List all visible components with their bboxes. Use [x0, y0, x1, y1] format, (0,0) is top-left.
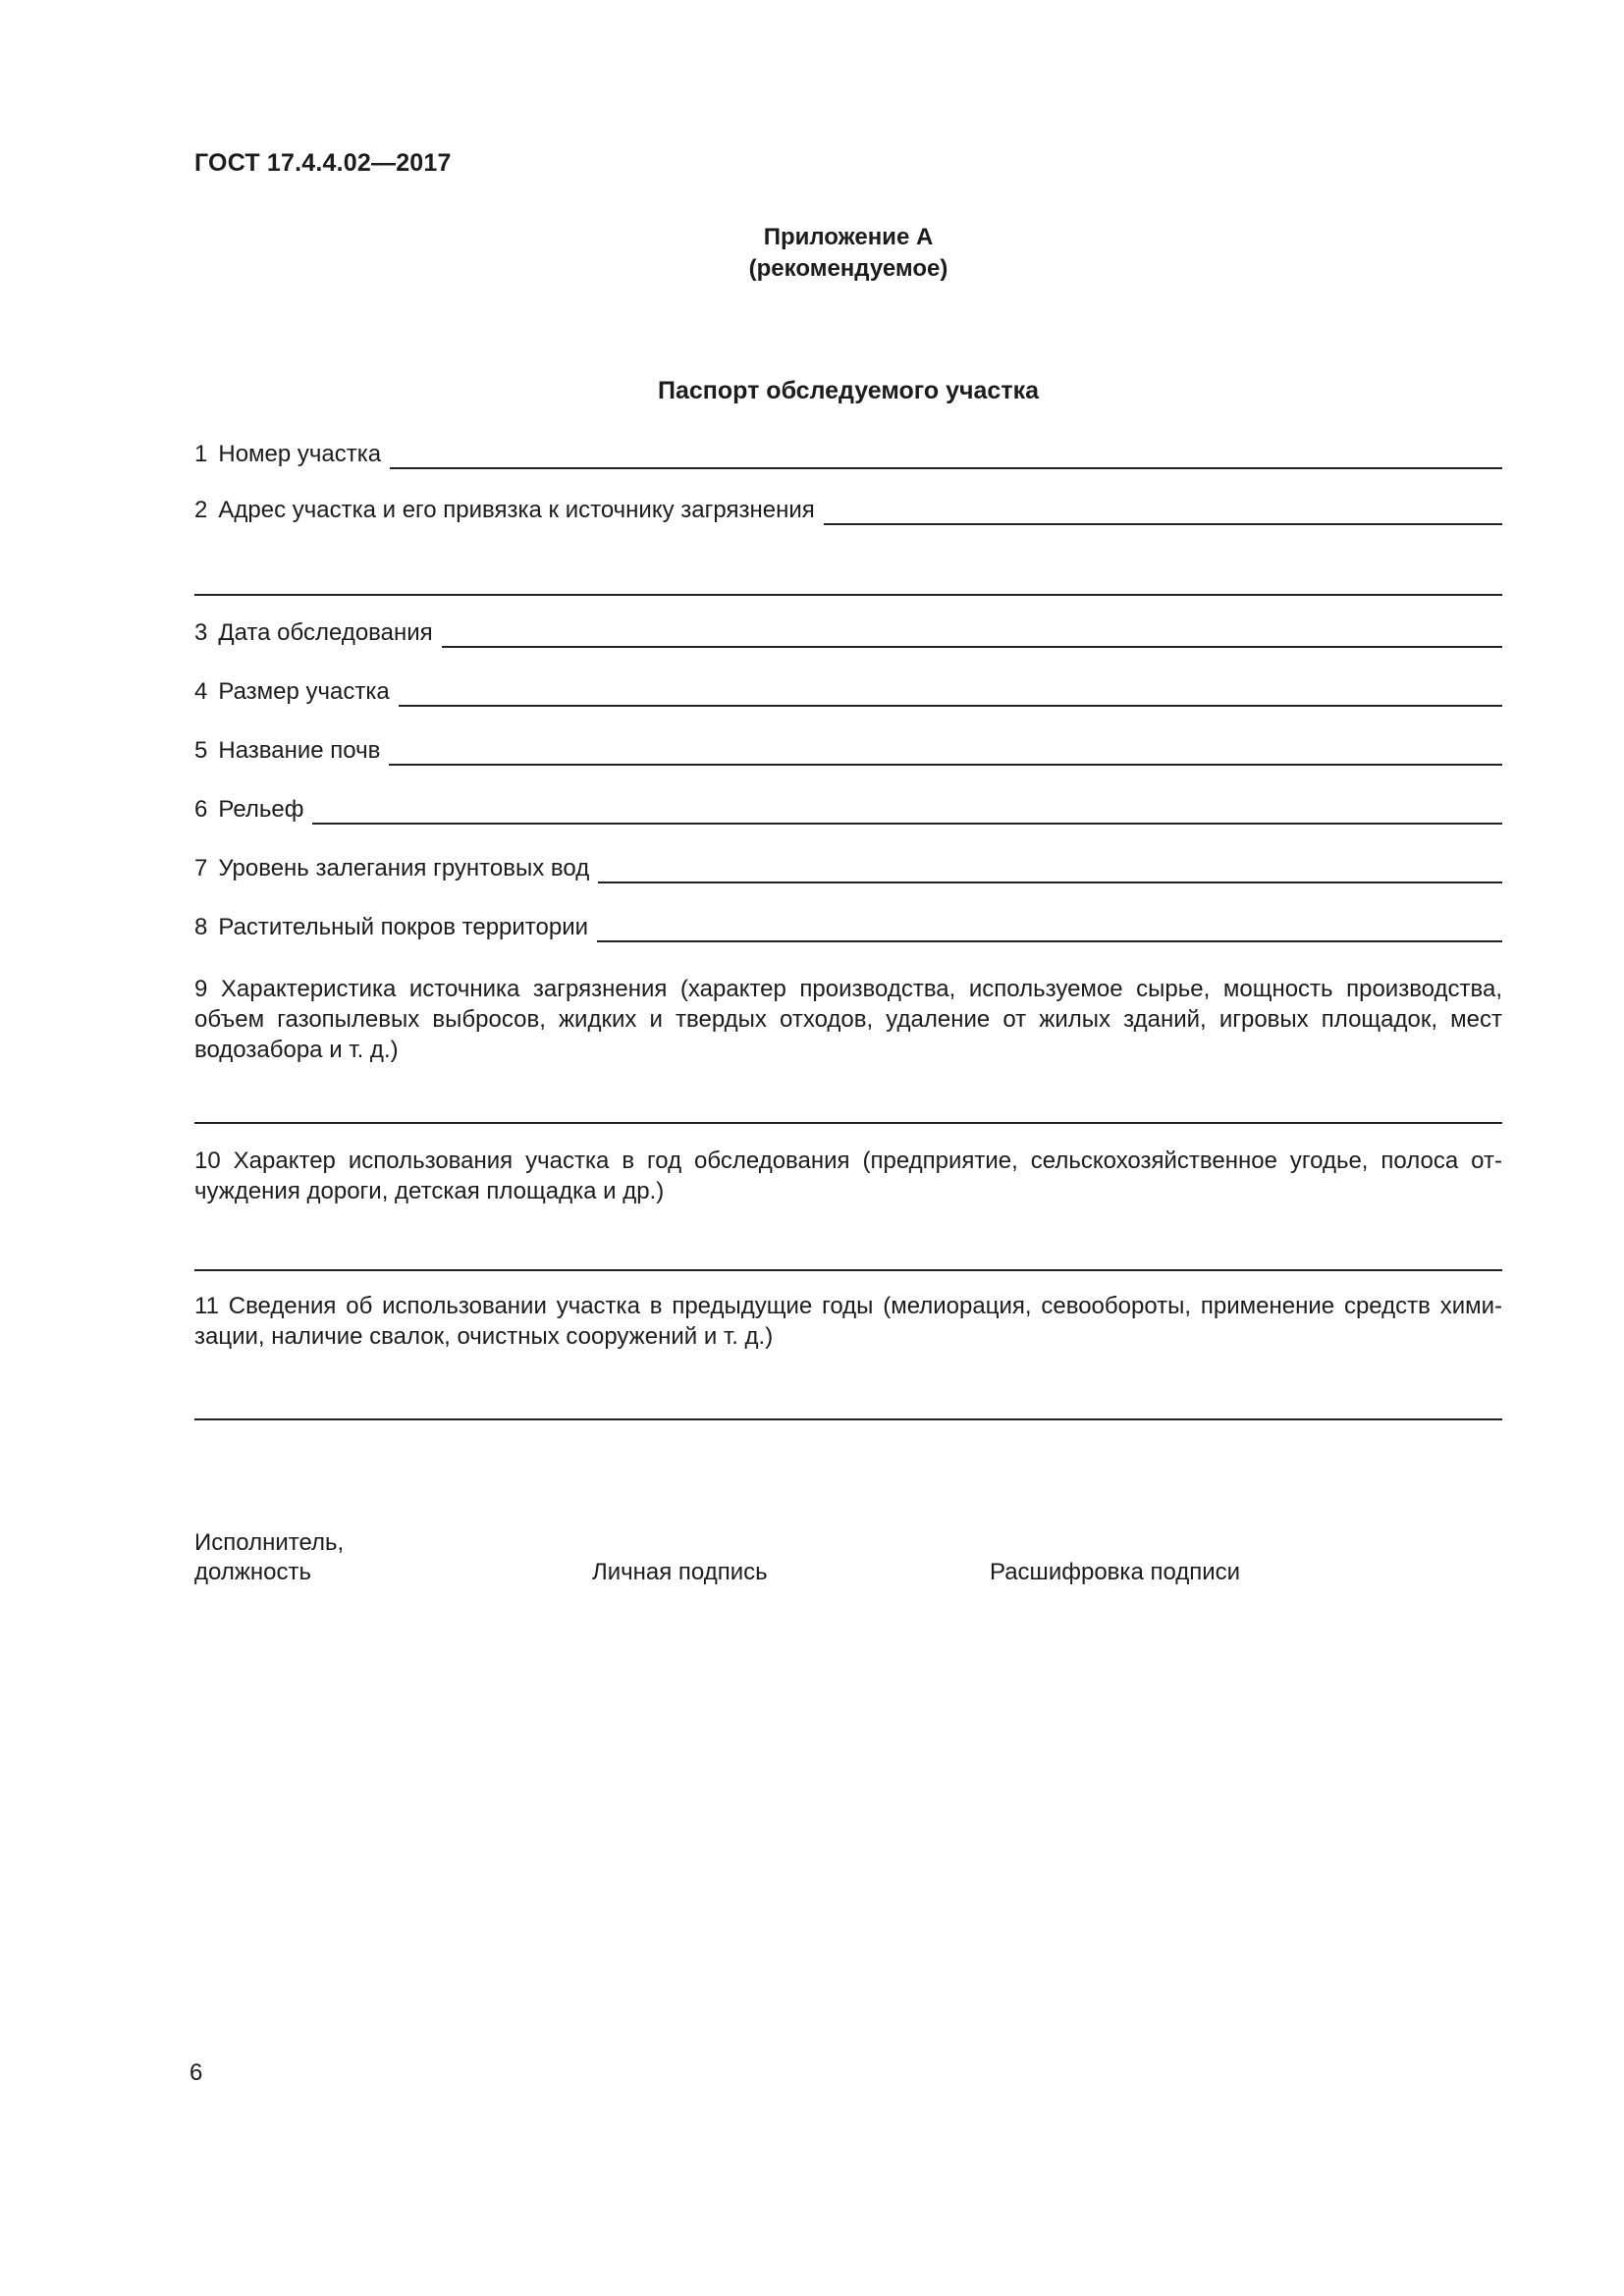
- signature-transcript: Расшифровка подписи: [990, 1559, 1241, 1585]
- annex-heading: [194, 222, 1502, 285]
- field-number: 5: [194, 737, 208, 764]
- blank-line: [442, 618, 1502, 648]
- blank-line: [389, 736, 1502, 766]
- paragraph-line: 9 Характеристика источника загрязнения (характер производства, используемое сырье, мощность производства,: [194, 976, 1502, 1002]
- blank-line-answer-9: [194, 1093, 1502, 1124]
- paragraph-pollution-source: [194, 974, 1502, 1065]
- blank-line: [824, 496, 1502, 525]
- blank-line: [399, 677, 1502, 707]
- form-title: Паспорт обследуемого участка: [658, 377, 1039, 404]
- field-label: Дата обследования: [218, 619, 433, 646]
- paragraph-line: водозабора и т. д.): [194, 1037, 399, 1063]
- field-label: Уровень залегания грунтовых вод: [218, 855, 590, 881]
- paragraph-previous-use: [194, 1291, 1502, 1352]
- annex-note: (рекомендуемое): [748, 255, 948, 282]
- field-number: 6: [194, 796, 208, 823]
- blank-line: [312, 795, 1502, 825]
- blank-line-continuation: [194, 564, 1502, 596]
- page-content: [194, 0, 1502, 2296]
- field-row-groundwater-level: [194, 854, 1502, 883]
- paragraph-line: 11 Сведения об использовании участка в предыдущие годы (мелиорация, севообороты, применение средств хими-: [194, 1293, 1502, 1319]
- field-number: 7: [194, 855, 208, 881]
- page-number: 6: [189, 2059, 203, 2086]
- field-label: Название почв: [218, 737, 381, 764]
- field-row-relief: [194, 795, 1502, 825]
- paragraph-line: зации, наличие свалок, очистных сооружений и т. д.): [194, 1323, 774, 1350]
- signature-personal: Личная подпись: [592, 1559, 768, 1585]
- field-row-plot-size: [194, 677, 1502, 707]
- standard-code: ГОСТ 17.4.4.02—2017: [194, 149, 452, 177]
- field-label: Размер участка: [218, 678, 390, 705]
- field-row-soil-name: [194, 736, 1502, 766]
- blank-line-answer-11: [194, 1389, 1502, 1420]
- paragraph-line: 10 Характер использования участка в год обследования (предприятие, сельскохозяйственное угодье, полоса от-: [194, 1148, 1502, 1174]
- field-row-survey-date: [194, 618, 1502, 648]
- signature-executor: [194, 1528, 344, 1587]
- blank-line: [597, 913, 1502, 942]
- field-label: Растительный покров территории: [218, 914, 589, 940]
- field-row-vegetation-cover: [194, 913, 1502, 942]
- annex-title: Приложение А: [763, 224, 934, 250]
- blank-line: [598, 854, 1502, 883]
- field-number: 8: [194, 914, 208, 940]
- signature-executor-line1: Исполнитель,: [194, 1529, 345, 1556]
- field-number: 3: [194, 619, 208, 646]
- field-row-address: [194, 496, 1502, 525]
- paragraph-line: объем газопылевых выбросов, жидких и твердых отходов, удаление от жилых зданий, игровых площадок, мест: [194, 1006, 1502, 1033]
- field-number: 2: [194, 497, 208, 523]
- field-label: Рельеф: [218, 796, 304, 823]
- paragraph-current-use: [194, 1146, 1502, 1206]
- blank-line-answer-10: [194, 1240, 1502, 1271]
- paragraph-line: чуждения дороги, детская площадка и др.): [194, 1178, 665, 1204]
- field-number: 1: [194, 441, 208, 467]
- field-row-plot-number: [194, 440, 1502, 469]
- field-label: Адрес участка и его привязка к источнику загрязнения: [218, 497, 815, 523]
- field-number: 4: [194, 678, 208, 705]
- signature-executor-line2: должность: [194, 1559, 311, 1585]
- blank-line: [390, 440, 1502, 469]
- field-label: Номер участка: [218, 441, 382, 467]
